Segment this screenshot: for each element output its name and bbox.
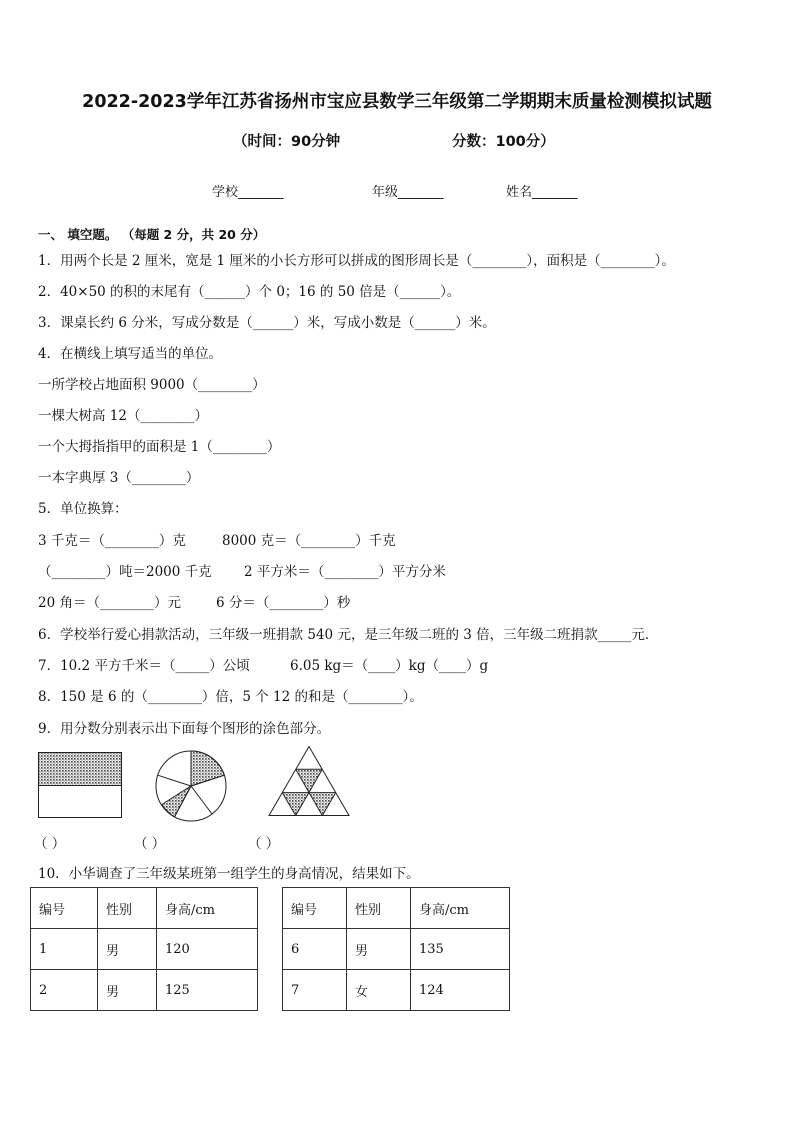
question-5b-1: （________）吨＝2000 千克 <box>38 564 212 580</box>
grade-field[interactable]: 年级_______ <box>372 185 444 200</box>
section-heading: 一、 填空题。 （每题 2 分，共 20 分） <box>38 227 266 242</box>
question-4b: 一棵大树高 12（________） <box>38 408 208 424</box>
table-cell: 男 <box>98 929 157 970</box>
exam-time: （时间：90分钟 <box>233 134 341 150</box>
question-4: 4．在横线上填写适当的单位。 <box>38 346 223 362</box>
question-5: 5．单位换算： <box>38 501 128 517</box>
table-cell: 124 <box>411 970 510 1011</box>
shaded-triangle-figure <box>268 746 350 816</box>
table-cell: 135 <box>411 929 510 970</box>
header-cell-height: 身高/cm <box>157 888 258 929</box>
question-8: 8．150 是 6 的（________）倍，5 个 12 的和是（________）。 <box>38 689 423 705</box>
table-cell: 2 <box>31 970 98 1011</box>
answer-blank-2[interactable]: （ ） <box>134 836 166 852</box>
header-cell-id: 编号 <box>31 888 98 929</box>
table-cell: 1 <box>31 929 98 970</box>
exam-title: 2022-2023学年江苏省扬州市宝应县数学三年级第二学期期末质量检测模拟试题 <box>82 92 712 112</box>
school-field[interactable]: 学校_______ <box>212 185 284 200</box>
table-cell: 7 <box>283 970 347 1011</box>
table-row <box>283 970 510 1011</box>
shaded-circle-figure <box>154 749 228 823</box>
question-9: 9．用分数分别表示出下面每个图形的涂色部分。 <box>38 721 331 737</box>
question-7a: 7．10.2 平方千米＝（_____）公顷 <box>38 658 250 674</box>
table-cell: 女 <box>347 970 411 1011</box>
question-6: 6．学校举行爱心捐款活动，三年级一班捐款 540 元，是三年级二班的 3 倍，三年级二班捐款_____元． <box>38 627 659 643</box>
question-1: 1．用两个长是 2 厘米，宽是 1 厘米的小长方形可以拼成的图形周长是（________），面积是（________）。 <box>38 253 675 269</box>
header-cell-gender: 性别 <box>347 888 411 929</box>
question-7b: 6.05 kg＝（____）kg（____）g <box>290 658 489 674</box>
question-10: 10．小华调查了三年级某班第一组学生的身高情况，结果如下。 <box>38 866 420 882</box>
table-row <box>31 929 258 970</box>
question-5a-2: 8000 克＝（________）千克 <box>222 533 396 549</box>
table-row <box>283 929 510 970</box>
header-cell-id: 编号 <box>283 888 347 929</box>
question-4a: 一所学校占地面积 9000（________） <box>38 377 266 393</box>
table-row <box>31 970 258 1011</box>
height-table-left <box>30 887 258 1011</box>
answer-blank-1[interactable]: （ ） <box>34 836 66 852</box>
table-header-row <box>31 888 258 929</box>
table-cell: 120 <box>157 929 258 970</box>
height-table-right <box>282 887 510 1011</box>
shaded-rectangle-figure <box>38 752 122 818</box>
table-cell: 125 <box>157 970 258 1011</box>
header-cell-gender: 性别 <box>98 888 157 929</box>
question-5c-2: 6 分＝（________）秒 <box>216 595 351 611</box>
question-5c-1: 20 角＝（________）元 <box>38 595 181 611</box>
table-cell: 6 <box>283 929 347 970</box>
question-2: 2．40×50 的积的末尾有（______）个 0；16 的 50 倍是（______）。 <box>38 284 461 300</box>
question-5a-1: 3 千克＝（________）克 <box>38 533 186 549</box>
question-4c: 一个大拇指指甲的面积是 1（________） <box>38 439 281 455</box>
question-4d: 一本字典厚 3（________） <box>38 470 200 486</box>
answer-blank-3[interactable]: （ ） <box>248 836 280 852</box>
question-3: 3．课桌长约 6 分米，写成分数是（______）米，写成小数是（______）米。 <box>38 315 496 331</box>
exam-score: 分数：100分） <box>452 134 555 150</box>
table-header-row <box>283 888 510 929</box>
name-field[interactable]: 姓名_______ <box>506 185 578 200</box>
table-cell: 男 <box>347 929 411 970</box>
question-5b-2: 2 平方米＝（________）平方分米 <box>244 564 446 580</box>
header-cell-height: 身高/cm <box>411 888 510 929</box>
table-cell: 男 <box>98 970 157 1011</box>
